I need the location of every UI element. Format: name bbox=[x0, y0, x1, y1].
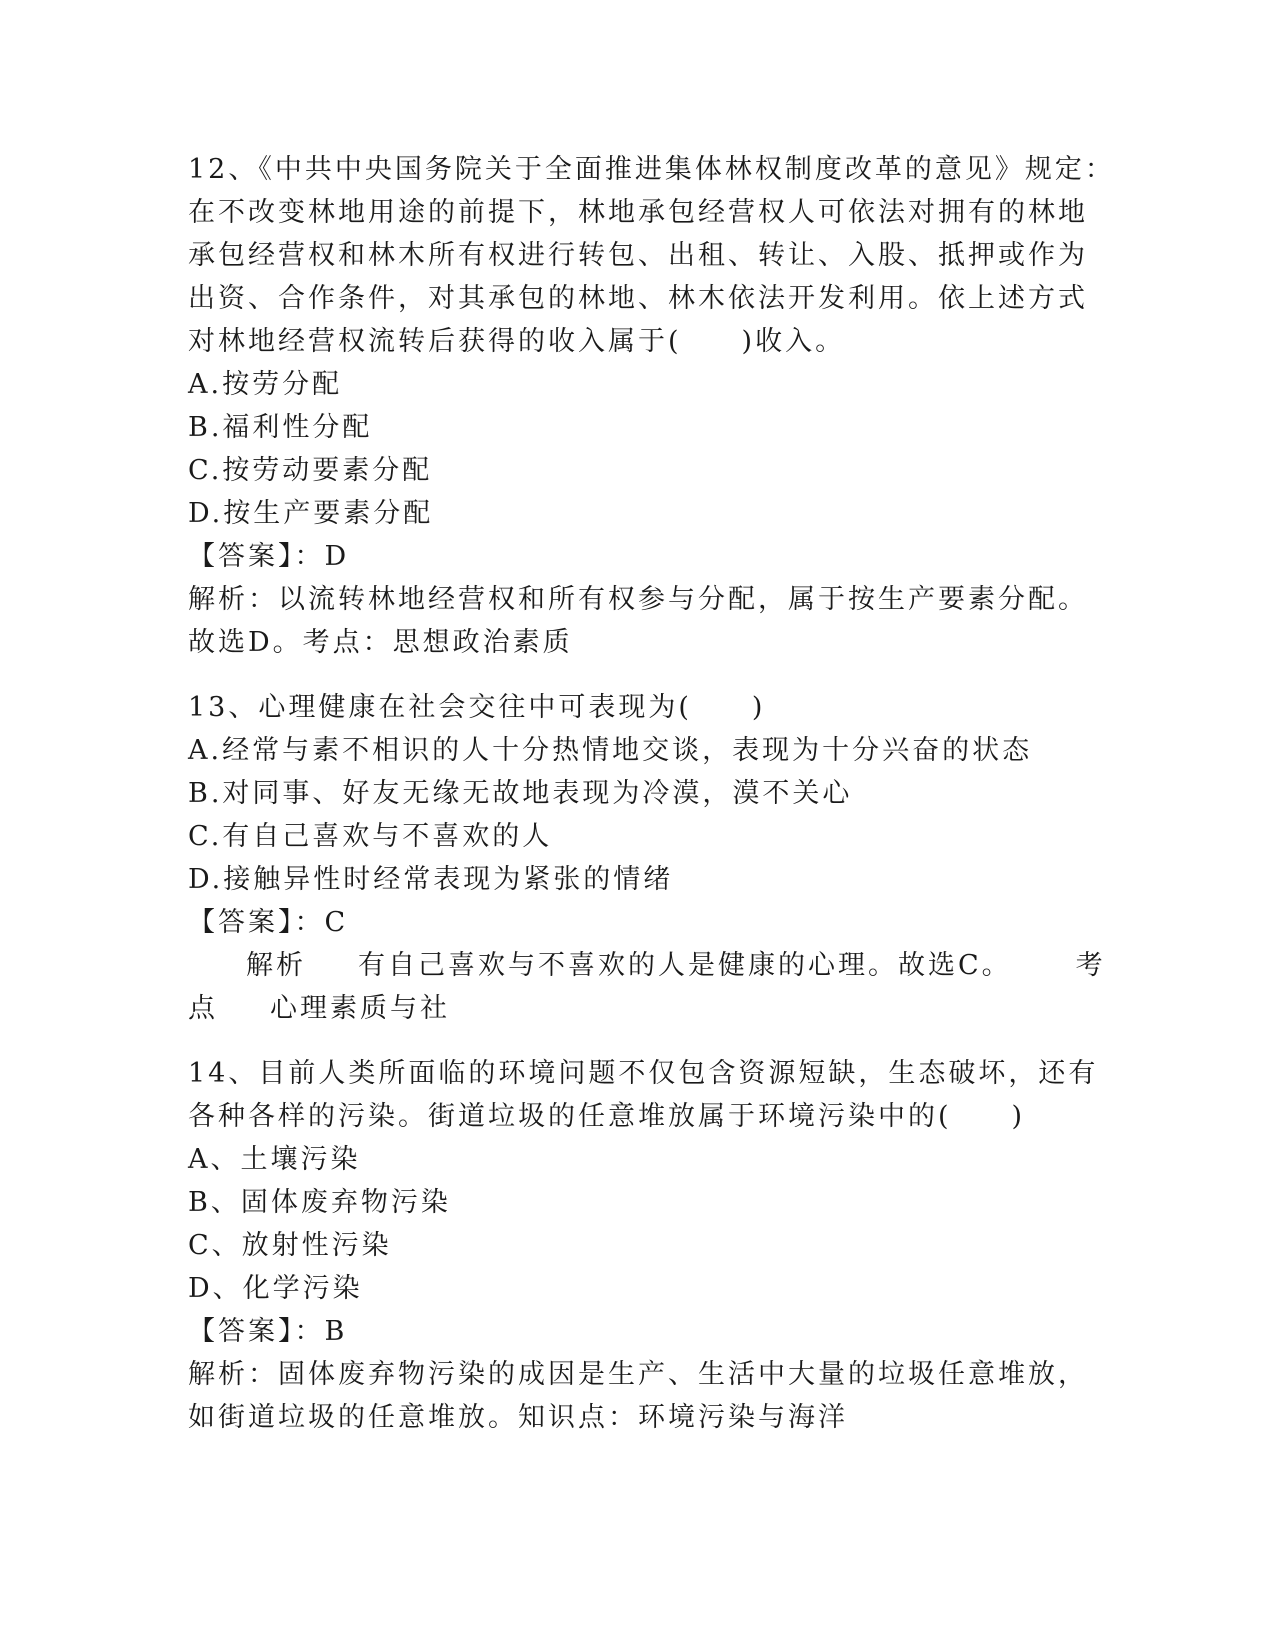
analysis-line: 解析：固体废弃物污染的成因是生产、生活中大量的垃圾任意堆放， bbox=[188, 1359, 1088, 1390]
answer-line: 【答案】：C bbox=[188, 907, 349, 938]
question-12 bbox=[188, 148, 1115, 664]
option-d: D、化学污染 bbox=[188, 1273, 363, 1304]
document-page bbox=[188, 148, 1115, 1439]
analysis-line: 如街道垃圾的任意堆放。知识点：环境污染与海洋 bbox=[188, 1402, 848, 1433]
option-c: C.按劳动要素分配 bbox=[188, 455, 433, 486]
option-a: A、土壤污染 bbox=[188, 1144, 361, 1175]
analysis-line: 故选D。考点：思想政治素质 bbox=[188, 627, 573, 658]
option-c: C.有自己喜欢与不喜欢的人 bbox=[188, 821, 553, 852]
question-stem-line: 13、心理健康在社会交往中可表现为( ) bbox=[188, 692, 766, 723]
analysis-line bbox=[188, 987, 1088, 1030]
answer-line: 【答案】：D bbox=[188, 541, 350, 572]
option-b: B.福利性分配 bbox=[188, 412, 373, 443]
question-14 bbox=[188, 1052, 1099, 1439]
analysis-line2-b: 心理素质与社 bbox=[270, 993, 450, 1024]
analysis-text: 有自己喜欢与不喜欢的人是健康的心理。故选C。 bbox=[358, 950, 1012, 981]
answer-line: 【答案】：B bbox=[188, 1316, 348, 1347]
analysis-label: 解析 bbox=[246, 950, 306, 981]
question-stem-line: 承包经营权和林木所有权进行转包、出租、转让、入股、抵押或作为 bbox=[188, 240, 1088, 271]
question-stem-line: 在不改变林地用途的前提下，林地承包经营权人可依法对拥有的林地 bbox=[188, 197, 1088, 228]
option-c: C、放射性污染 bbox=[188, 1230, 392, 1261]
analysis-line2-a: 点 bbox=[188, 993, 218, 1024]
option-d: D.按生产要素分配 bbox=[188, 498, 434, 529]
question-stem-line: 12、《中共中央国务院关于全面推进集体林权制度改革的意见》规定： bbox=[188, 154, 1115, 185]
option-a: A.按劳分配 bbox=[188, 369, 343, 400]
option-a: A.经常与素不相识的人十分热情地交谈，表现为十分兴奋的状态 bbox=[188, 735, 1033, 766]
question-stem-line: 出资、合作条件，对其承包的林地、林木依法开发利用。依上述方式 bbox=[188, 283, 1088, 314]
question-stem-line: 对林地经营权流转后获得的收入属于( )收入。 bbox=[188, 326, 846, 357]
analysis-tail: 考 bbox=[1075, 950, 1106, 981]
question-stem-line: 各种各样的污染。街道垃圾的任意堆放属于环境污染中的( ) bbox=[188, 1101, 1026, 1132]
analysis-line: 解析：以流转林地经营权和所有权参与分配，属于按生产要素分配。 bbox=[188, 584, 1088, 615]
option-d: D.接触异性时经常表现为紧张的情绪 bbox=[188, 864, 674, 895]
analysis-line bbox=[188, 944, 1106, 987]
option-b: B.对同事、好友无缘无故地表现为冷漠，漠不关心 bbox=[188, 778, 853, 809]
option-b: B、固体废弃物污染 bbox=[188, 1187, 451, 1218]
question-13 bbox=[188, 686, 1106, 1030]
question-stem-line: 14、目前人类所面临的环境问题不仅包含资源短缺，生态破坏，还有 bbox=[188, 1058, 1099, 1089]
